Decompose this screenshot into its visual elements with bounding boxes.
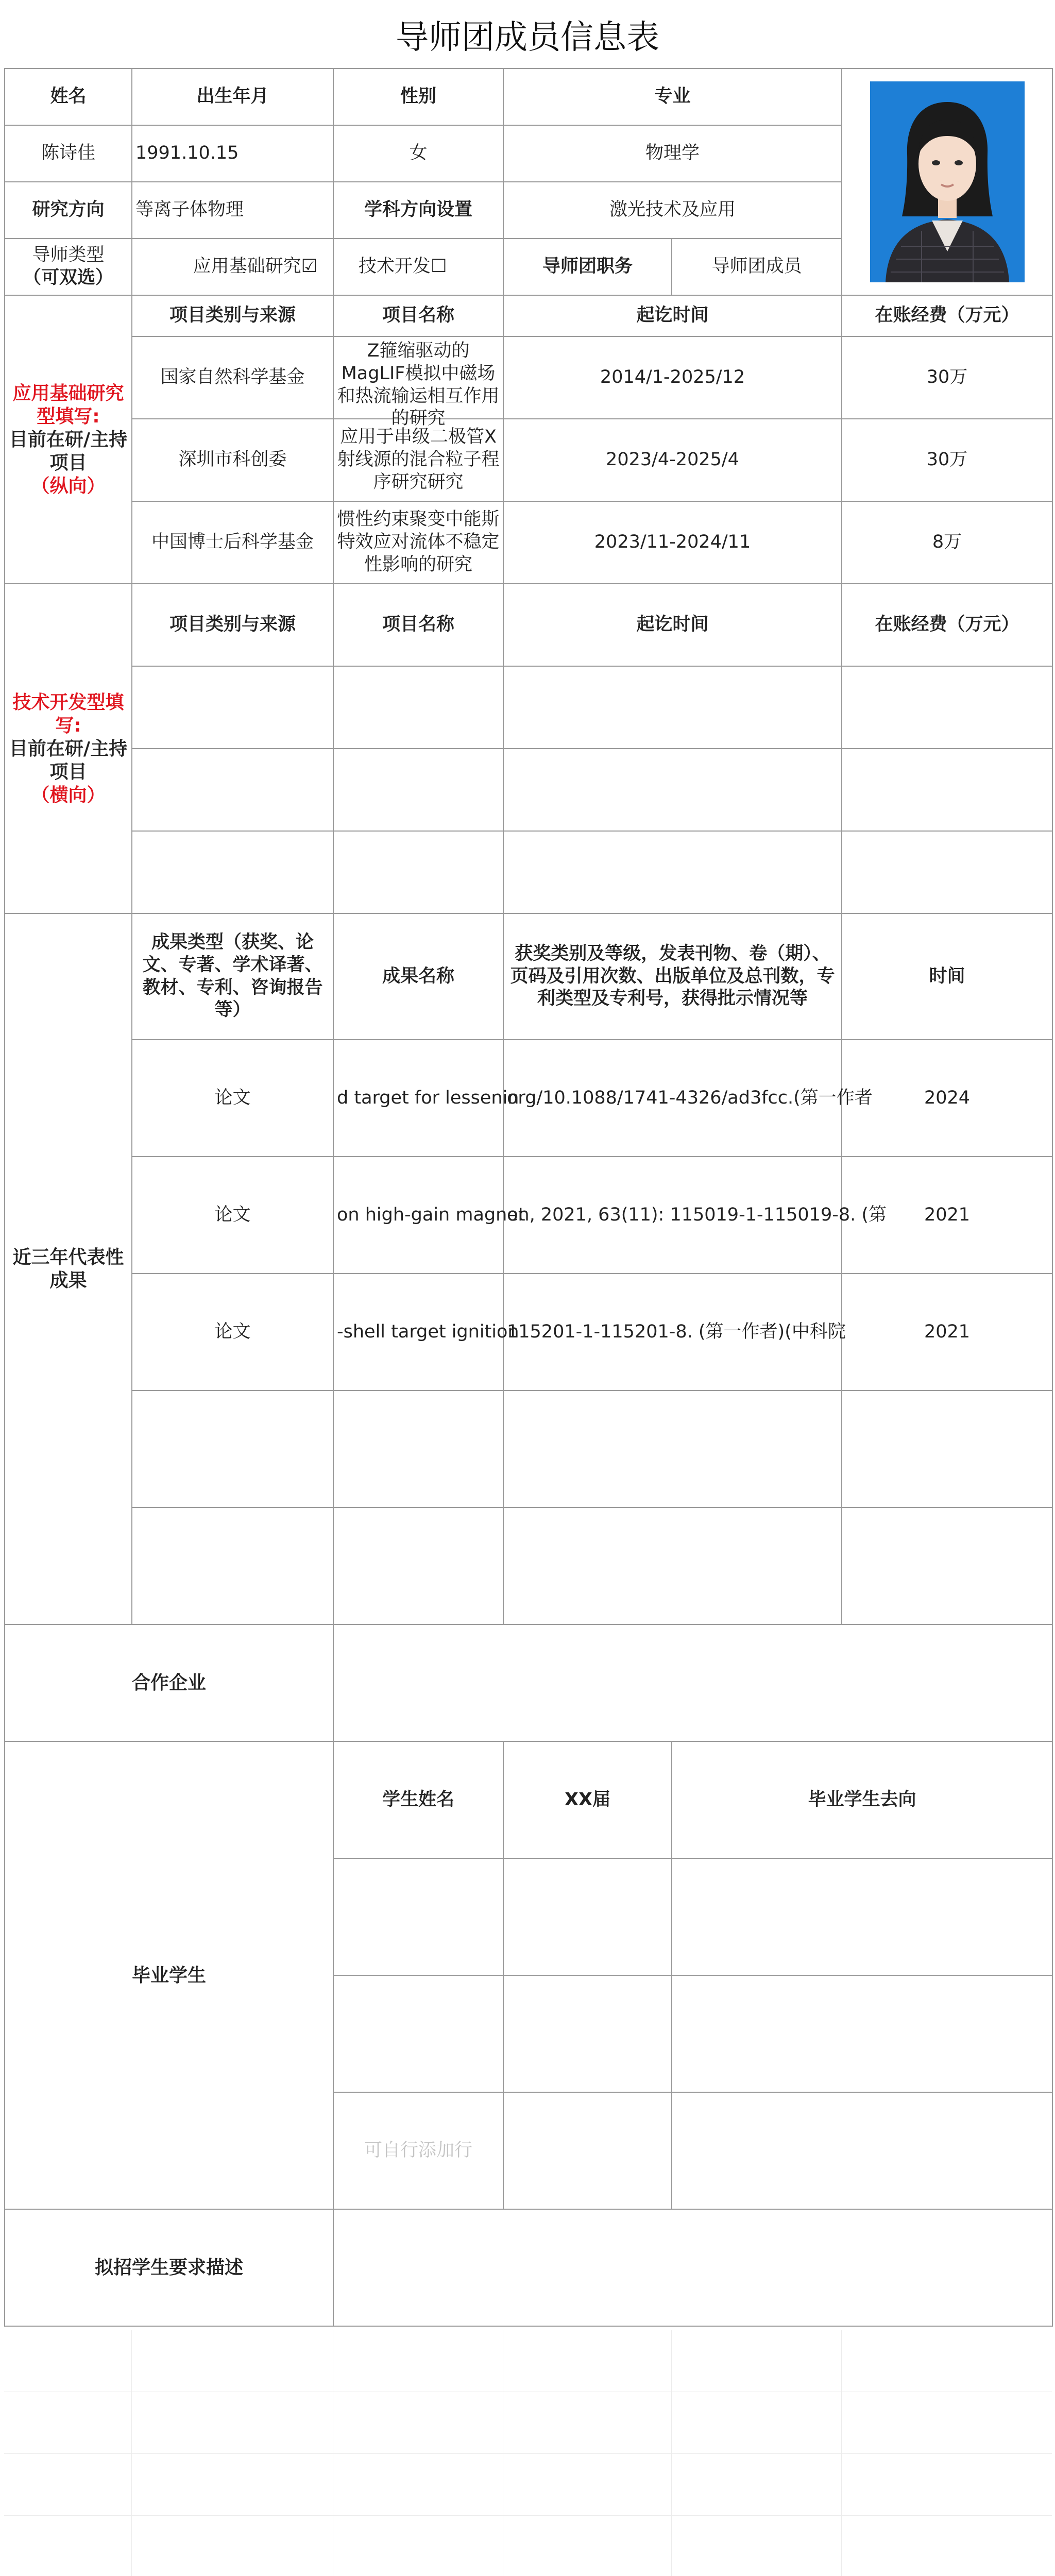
graduate-cell[interactable] <box>672 1975 1052 2092</box>
header-name: 姓名 <box>5 69 132 125</box>
applied-row <box>5 501 1052 584</box>
birth-value: 1991.10.15 <box>132 125 333 182</box>
major-value: 物理学 <box>503 125 842 182</box>
tech-empty-row <box>5 831 1052 913</box>
applied-header-period: 起讫时间 <box>503 295 842 336</box>
tech-cell[interactable] <box>842 666 1052 749</box>
partner-value[interactable] <box>333 1624 1052 1741</box>
header-major: 专业 <box>503 69 842 125</box>
gender-value: 女 <box>333 125 503 182</box>
applied-project-name: 应用于串级二极管X射线源的混合粒子程序研究研究 <box>333 419 503 501</box>
achievement-cell[interactable] <box>333 1507 503 1624</box>
recruit-value[interactable] <box>333 2209 1052 2326</box>
tech-label-red-2: （横向） <box>31 784 106 806</box>
tech-cell[interactable] <box>333 749 503 831</box>
tech-empty-row <box>5 666 1052 749</box>
graduate-cell[interactable] <box>503 1858 672 1975</box>
applied-funds: 30万 <box>842 419 1052 501</box>
achievement-time: 2024 <box>842 1040 1052 1157</box>
tech-section-label <box>5 584 132 913</box>
tech-cell[interactable] <box>132 666 333 749</box>
achievement-section-label: 近三年代表性成果 <box>5 913 132 1624</box>
graduates-header-row <box>5 1741 1052 1858</box>
graduate-cell[interactable] <box>672 1858 1052 1975</box>
applied-funds: 8万 <box>842 501 1052 584</box>
profile-photo <box>870 81 1025 282</box>
achievement-name: d target for lessenin <box>333 1040 503 1157</box>
applied-header-source: 项目类别与来源 <box>132 295 333 336</box>
tech-cell[interactable] <box>132 749 333 831</box>
partner-row <box>5 1624 1052 1741</box>
achievement-name: on high-gain magnet <box>333 1157 503 1274</box>
applied-project-name: 惯性约束聚变中能斯特效应对流体不稳定性影响的研究 <box>333 501 503 584</box>
applied-header-name: 项目名称 <box>333 295 503 336</box>
mentor-type-label-line2: （可双选） <box>23 267 113 288</box>
type-option-tech[interactable]: 技术开发☐ <box>333 239 503 295</box>
applied-row <box>5 336 1052 419</box>
graduate-cell[interactable] <box>672 2092 1052 2209</box>
mentor-type-label-line1: 导师类型 <box>32 245 105 266</box>
recruit-row <box>5 2209 1052 2326</box>
page-title: 导师团成员信息表 <box>396 19 659 57</box>
type-option-applied[interactable]: 应用基础研究☑ <box>132 239 333 295</box>
graduate-cell[interactable] <box>333 1858 503 1975</box>
gridline <box>841 2330 842 2576</box>
tech-cell[interactable] <box>842 749 1052 831</box>
tech-label-black: 目前在研/主持项目 <box>9 738 128 783</box>
applied-label-red: 应用基础研究型填写: <box>12 382 124 427</box>
applied-period: 2014/1-2025/12 <box>503 336 842 419</box>
achievement-empty-row <box>5 1391 1052 1507</box>
tech-cell[interactable] <box>503 749 842 831</box>
applied-source: 中国博士后科学基金 <box>132 501 333 584</box>
gridline <box>671 2330 672 2576</box>
basic-header-row <box>5 69 1052 125</box>
tech-cell[interactable] <box>333 831 503 913</box>
tech-empty-row <box>5 749 1052 831</box>
applied-section-label <box>5 295 132 584</box>
applied-period: 2023/11-2024/11 <box>503 501 842 584</box>
tech-header-name: 项目名称 <box>333 584 503 666</box>
applied-header-row <box>5 295 1052 336</box>
name-value: 陈诗佳 <box>5 125 132 182</box>
achievement-cell[interactable] <box>333 1391 503 1507</box>
header-birth: 出生年月 <box>132 69 333 125</box>
partner-label: 合作企业 <box>5 1624 333 1741</box>
achievement-row <box>5 1157 1052 1274</box>
applied-project-name <box>333 336 503 429</box>
research-value: 等离子体物理 <box>132 182 333 239</box>
graduates-label: 毕业学生 <box>5 1741 333 2209</box>
achievement-header-row <box>5 913 1052 1040</box>
achievement-cell[interactable] <box>842 1507 1052 1624</box>
achievement-cell[interactable] <box>132 1391 333 1507</box>
achievement-type: 论文 <box>132 1274 333 1391</box>
research-label: 研究方向 <box>5 182 132 239</box>
header-gender: 性别 <box>333 69 503 125</box>
graduate-cell[interactable] <box>503 2092 672 2209</box>
applied-header-funds: 在账经费（万元） <box>842 295 1052 336</box>
mentor-info-table <box>4 68 1053 2327</box>
recruit-label: 拟招学生要求描述 <box>5 2209 333 2326</box>
achievement-type: 论文 <box>132 1157 333 1274</box>
applied-funds: 30万 <box>842 336 1052 419</box>
photo-cell <box>842 69 1052 295</box>
achievement-cell[interactable] <box>503 1507 842 1624</box>
achievement-cell[interactable] <box>132 1507 333 1624</box>
achievement-header-name: 成果名称 <box>333 913 503 1040</box>
applied-label-red-2: （纵向） <box>31 475 106 497</box>
graduate-cell[interactable] <box>503 1975 672 2092</box>
achievement-time: 2021 <box>842 1157 1052 1274</box>
mentor-type-label <box>5 239 132 295</box>
tech-header-row <box>5 584 1052 666</box>
duty-value: 导师团成员 <box>672 239 842 295</box>
tech-cell[interactable] <box>503 666 842 749</box>
discipline-label: 学科方向设置 <box>333 182 503 239</box>
applied-label-black: 目前在研/主持项目 <box>9 429 128 473</box>
achievement-header-type: 成果类型（获奖、论文、专著、学术译著、教材、专利、咨询报告等） <box>132 913 333 1040</box>
tech-header-funds: 在账经费（万元） <box>842 584 1052 666</box>
tech-cell[interactable] <box>132 831 333 913</box>
tech-cell[interactable] <box>503 831 842 913</box>
applied-source: 深圳市科创委 <box>132 419 333 501</box>
gridline <box>4 2453 1052 2454</box>
gridline <box>131 2330 132 2576</box>
graduates-header-name: 学生姓名 <box>333 1741 503 1858</box>
sheet-gridlines <box>4 2330 1052 2576</box>
graduate-cell[interactable] <box>333 1975 503 2092</box>
add-row-hint[interactable]: 可自行添加行 <box>333 2092 503 2209</box>
tech-label-red: 技术开发型填写: <box>12 691 124 736</box>
graduates-header-year: XX届 <box>503 1741 672 1858</box>
achievement-row <box>5 1274 1052 1391</box>
achievement-detail: on, 2021, 63(11): 115019-1-115019-8. (第 <box>503 1157 842 1274</box>
achievement-header-time: 时间 <box>842 913 1052 1040</box>
tech-header-source: 项目类别与来源 <box>132 584 333 666</box>
applied-project-name-text: Z箍缩驱动的MagLIF模拟中磁场和热流输运相互作用的研究 <box>337 341 500 429</box>
gridline <box>4 2515 1052 2516</box>
achievement-time: 2021 <box>842 1274 1052 1391</box>
applied-row <box>5 419 1052 501</box>
achievement-header-detail: 获奖类别及等级，发表刊物、卷（期）、页码及引用次数、出版单位及总刊数，专利类型及专利号，获得批示情况等 <box>503 913 842 1040</box>
achievement-cell[interactable] <box>503 1391 842 1507</box>
achievement-cell[interactable] <box>842 1391 1052 1507</box>
graduates-header-destination: 毕业学生去向 <box>672 1741 1052 1858</box>
achievement-row <box>5 1040 1052 1157</box>
achievement-name: -shell target ignition <box>333 1274 503 1391</box>
tech-cell[interactable] <box>842 831 1052 913</box>
achievement-type: 论文 <box>132 1040 333 1157</box>
duty-label: 导师团职务 <box>503 239 672 295</box>
achievement-empty-row <box>5 1507 1052 1624</box>
applied-period: 2023/4-2025/4 <box>503 419 842 501</box>
achievement-detail: 115201-1-115201-8. (第一作者)(中科院 <box>503 1274 842 1391</box>
tech-cell[interactable] <box>333 666 503 749</box>
achievement-detail: org/10.1088/1741-4326/ad3fcc.(第一作者 <box>503 1040 842 1157</box>
discipline-value: 激光技术及应用 <box>503 182 842 239</box>
tech-header-period: 起讫时间 <box>503 584 842 666</box>
applied-source: 国家自然科学基金 <box>132 336 333 419</box>
